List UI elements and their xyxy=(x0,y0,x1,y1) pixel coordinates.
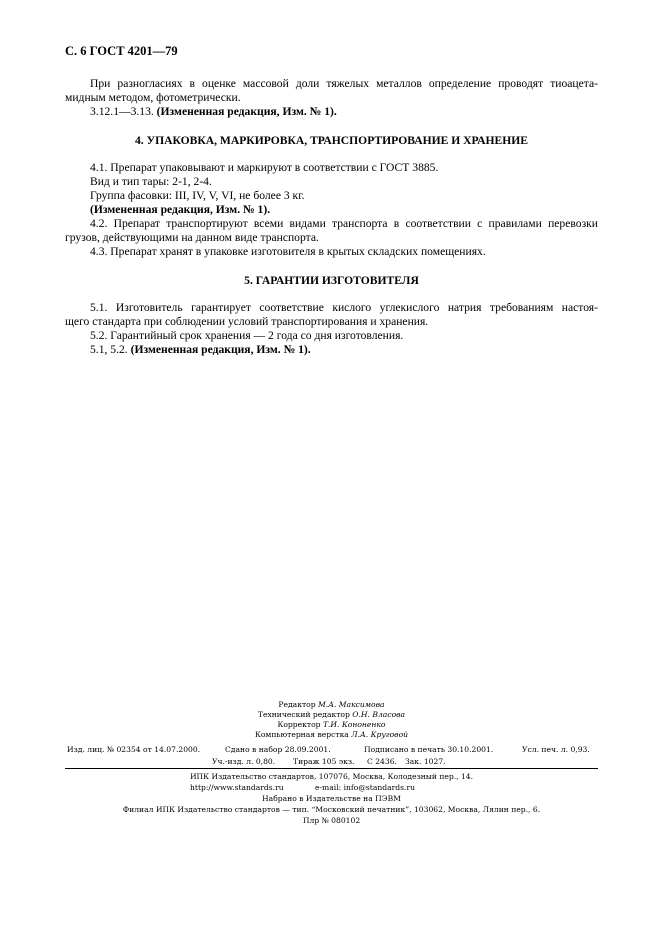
amendment-text: (Измененная редакция, Изм. № 1). xyxy=(90,203,271,216)
publisher-sheets: Уч.-изд. л. 0,80. xyxy=(212,757,276,766)
amendment-text: (Измененная редакция, Изм. № 1). xyxy=(130,343,311,356)
print-sheets: Усл. печ. л. 0,93. xyxy=(522,745,590,754)
imprint-tech-editor xyxy=(65,710,598,719)
imprint-editor xyxy=(65,700,598,709)
typeset-location: Набрано в Издательстве на ПЭВМ xyxy=(262,794,401,803)
amendment-ref: 3.12.1—3.13. xyxy=(90,105,154,118)
publisher-email[interactable]: e-mail: info@standards.ru xyxy=(315,783,415,792)
amendment-note-5 xyxy=(65,343,598,358)
corrector-label: Корректор xyxy=(277,720,321,729)
amendment-note-4 xyxy=(65,203,598,218)
imprint-layout xyxy=(65,730,598,739)
para-4-1: 4.1. Препарат упаковывают и маркируют в соответствии с ГОСТ 3885. xyxy=(90,161,439,174)
typeset-date: Сдано в набор 28.09.2001. xyxy=(225,745,331,754)
imprint-corrector xyxy=(65,720,598,729)
layout-label: Компьютерная верстка xyxy=(254,730,349,739)
tare-type: Вид и тип тары: 2-1, 2-4. xyxy=(90,175,212,188)
intro-line-1: При разногласиях в оценке массовой доли тяжелых металлов определение проводят тиоацета- xyxy=(90,77,598,90)
layout-name: Л.А. Круговой xyxy=(351,730,409,739)
para-4-2-line-1: 4.2. Препарат транспортируют всеми видами транспорта в соответствии с правилами перевозки xyxy=(90,217,598,230)
page-header: С. 6 ГОСТ 4201—79 xyxy=(65,44,178,58)
license-number: Изд. лиц. № 02354 от 14.07.2000. xyxy=(67,745,201,754)
code-number: С 2436. xyxy=(367,757,397,766)
intro-line-2: мидным методом, фотометрически. xyxy=(65,91,241,104)
branch-address: Филиал ИПК Издательство стандартов — тип. “Московский печатник”, 103062, Москва, Лялин пер., 6. xyxy=(122,805,541,814)
para-5-1-line-1: 5.1. Изготовитель гарантирует соответствие кислого углекислого натрия требованиям настоя- xyxy=(90,301,598,314)
tech-editor-label: Технический редактор xyxy=(257,710,350,719)
amendment-note-3-12 xyxy=(65,105,598,120)
packing-group: Группа фасовки: III, IV, V, VI, не более 3 кг. xyxy=(90,189,305,202)
para-4-3: 4.3. Препарат хранят в упаковке изготовителя в крытых складских помещениях. xyxy=(90,245,486,258)
signed-date: Подписано в печать 30.10.2001. xyxy=(364,745,494,754)
tech-editor-name: О.Н. Власова xyxy=(352,710,406,719)
para-4-2-line-2: грузов, действующими на данном виде транспорта. xyxy=(65,231,319,244)
para-5-1-line-2: щего стандарта при соблюдении условий транспортирования и хранения. xyxy=(65,315,429,328)
corrector-name: Т.И. Кононенко xyxy=(322,720,386,729)
section-4-title: 4. УПАКОВКА, МАРКИРОВКА, ТРАНСПОРТИРОВАНИЕ И ХРАНЕНИЕ xyxy=(134,134,529,147)
section-5-title: 5. ГАРАНТИИ ИЗГОТОВИТЕЛЯ xyxy=(244,274,419,287)
amendment-text: (Измененная редакция, Изм. № 1). xyxy=(156,105,337,118)
print-run: Тираж 105 экз. xyxy=(293,757,355,766)
imprint-divider xyxy=(65,768,598,769)
publisher-website[interactable]: http://www.standards.ru xyxy=(190,783,284,792)
amendment-ref: 5.1, 5.2. xyxy=(90,343,128,356)
editor-name: М.А. Максимова xyxy=(318,700,385,709)
printing-license: Плр № 080102 xyxy=(302,816,361,825)
para-5-2: 5.2. Гарантийный срок хранения — 2 года со дня изготовления. xyxy=(90,329,404,342)
editor-label: Редактор xyxy=(278,700,316,709)
publisher-address: ИПК Издательство стандартов, 107076, Москва, Колодезный пер., 14. xyxy=(189,772,474,781)
order-number: Зак. 1027. xyxy=(405,757,446,766)
